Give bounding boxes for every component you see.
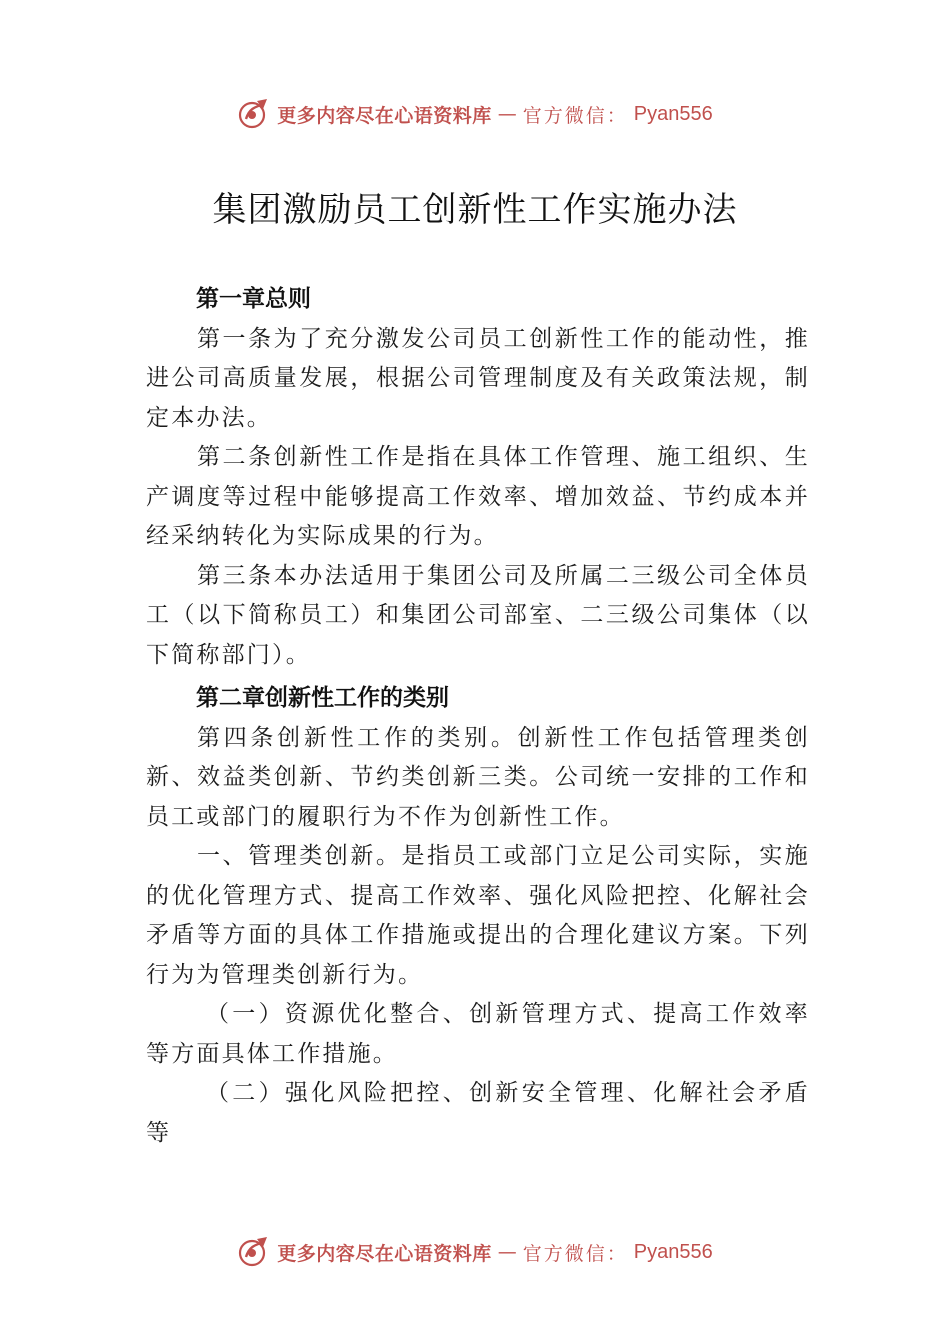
- watermark-header: [0, 94, 950, 134]
- watermark-separator: —: [497, 1241, 517, 1263]
- brand-logo-icon: [237, 1235, 271, 1269]
- watermark-brand-text: 更多内容尽在心语资料库: [277, 1242, 492, 1265]
- chapter-2-heading: 第二章创新性工作的类别: [196, 685, 449, 711]
- article-4: 第四条创新性工作的类别。创新性工作包括管理类创新、效益类创新、节约类创新三类。公司统一安排的工作和员工或部门的履职行为不作为创新性工作。: [146, 724, 810, 830]
- watermark-weixin-id: Pyan556: [633, 1240, 713, 1263]
- article-2: 第二条创新性工作是指在具体工作管理、施工组织、生产调度等过程中能够提高工作效率、增加效益、节约成本并经采纳转化为实际成果的行为。: [146, 444, 810, 549]
- document-title: 集团激励员工创新性工作实施办法: [212, 190, 738, 230]
- watermark-weixin-id: Pyan556: [633, 102, 713, 125]
- watermark-weixin-label: 官方微信：: [522, 1242, 628, 1265]
- article-3: 第三条本办法适用于集团公司及所属二三级公司全体员工（以下简称员工）和集团公司部室、二三级公司集体（以下简称部门）。: [146, 562, 810, 668]
- watermark-separator: —: [497, 103, 517, 125]
- document-body: [146, 280, 810, 1153]
- management-innovation-paragraph: 一、管理类创新。是指员工或部门立足公司实际，实施的优化管理方式、提高工作效率、强化风险把控、化解社会矛盾等方面的具体工作措施或提出的合理化建议方案。下列行为为管理类创新行为。: [146, 843, 810, 988]
- watermark-brand-text: 更多内容尽在心语资料库: [277, 104, 492, 127]
- list-item: （一）资源优化整合、创新管理方式、提高工作效率等方面具体工作措施。: [146, 1001, 810, 1067]
- watermark-footer: [0, 1232, 950, 1272]
- chapter-1-heading: 第一章总则: [196, 286, 311, 312]
- watermark-weixin-label: 官方微信：: [522, 104, 628, 127]
- list-item: （二）强化风险把控、创新安全管理、化解社会矛盾等: [146, 1080, 810, 1146]
- brand-logo-icon: [237, 97, 271, 131]
- article-1: 第一条为了充分激发公司员工创新性工作的能动性，推进公司高质量发展，根据公司管理制度及有关政策法规，制定本办法。: [146, 325, 810, 431]
